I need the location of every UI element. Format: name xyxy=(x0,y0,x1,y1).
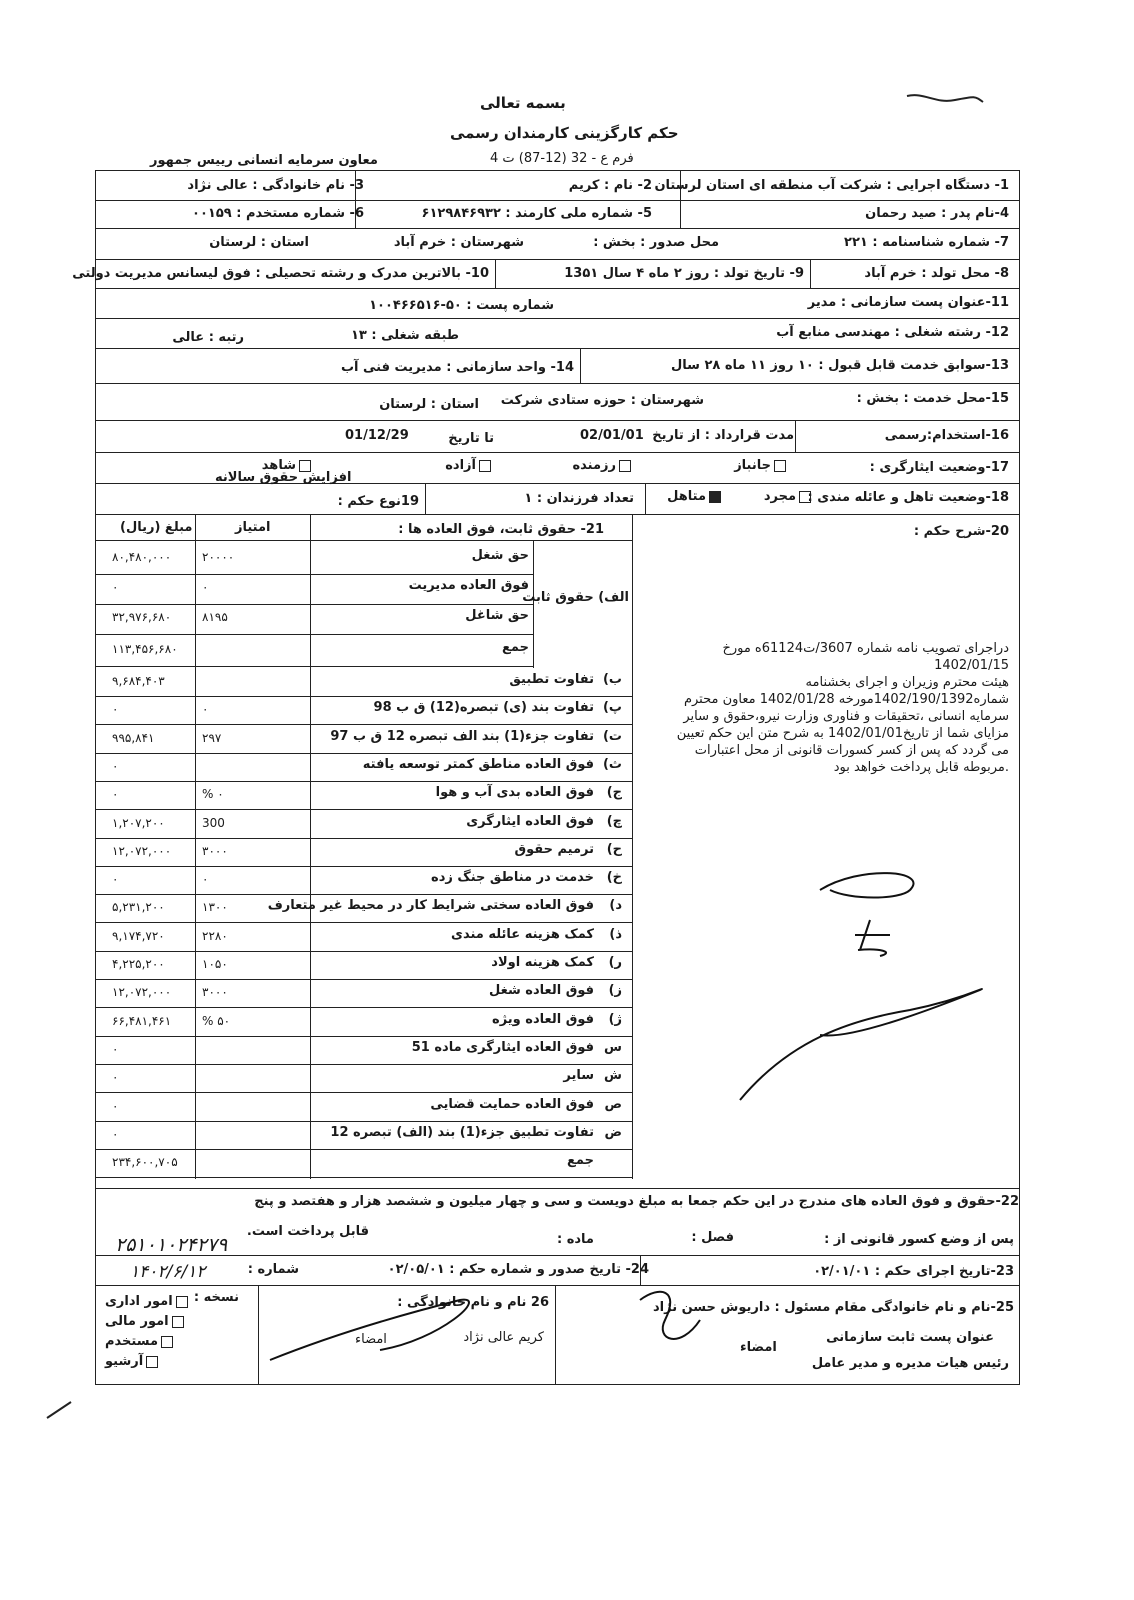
post-title-field: 11-عنوان پست سازمانی : مدیر xyxy=(807,295,1009,310)
row-amount: ۲۳۴,۶۰۰,۷۰۵ xyxy=(112,1155,178,1170)
row-amount: ۰ xyxy=(112,872,119,887)
total-amount-text: 22-حقوق و فوق العاده های مندرج در این حکم جمعا به مبلغ دویست و سی و چهار میلیون و ششصد هزار و هفتصد و پنج xyxy=(254,1194,1019,1209)
row-code: س xyxy=(604,1039,622,1055)
row-amount: ۱۲,۰۷۲,۰۰۰ xyxy=(112,843,172,858)
row-code: ث) xyxy=(602,756,622,772)
veteran-option-1: جانباز xyxy=(734,458,789,473)
post-number-field: شماره پست : ۵۰-۱۰۰۴۶۶۵۱۶ xyxy=(369,298,554,313)
fixed-salary-label: الف) حقوق ثابت xyxy=(522,590,629,605)
row-points: ۰ xyxy=(202,872,209,887)
copy-finance: امور مالی xyxy=(105,1314,187,1329)
row-label: فوق العاده حمایت قضایی xyxy=(430,1096,594,1112)
marital-option-married: متاهل xyxy=(667,489,724,504)
row-label: سایر xyxy=(563,1068,594,1084)
veteran-status-label: 17-وضعیت ایثارگری : xyxy=(869,460,1009,475)
contract-to-label: تا تاریخ xyxy=(448,431,494,446)
row-code: پ) xyxy=(602,700,622,716)
doc-title: حکم کارگزینی کارمندان رسمی xyxy=(450,124,679,142)
issue-province-field: استان : لرستان xyxy=(209,235,309,250)
margin-mark xyxy=(45,1400,75,1420)
fixed-row-amount: ۰ xyxy=(112,580,119,594)
order-type-handwritten: افزایش حقوق سالانه xyxy=(215,470,352,485)
birthplace-field: 8- محل تولد : خرم آباد xyxy=(864,266,1009,281)
row-code: خ) xyxy=(606,870,622,886)
row-label: تفاوت تطبیق جزء(1) بند (الف) تبصره 12 xyxy=(330,1124,594,1140)
issue-place-field: محل صدور : بخش : xyxy=(593,235,719,250)
org-name: معاون سرمایه انسانی رییس جمهور xyxy=(150,153,378,168)
issue-city-field: شهرستان : خرم آباد xyxy=(393,235,524,250)
row-code: ج) xyxy=(606,785,622,801)
last-name-field: 3- نام خانوادگی : عالی نژاد xyxy=(187,178,364,193)
order-type-label: 19نوع حکم : xyxy=(337,494,419,509)
row-points: ۱۳۰۰ xyxy=(202,900,228,915)
id-number-field: 7- شماره شناسنامه : ۲۲۱ xyxy=(844,235,1009,250)
deduction-label: پس از وضع کسور قانونی از : xyxy=(824,1232,1014,1247)
row-code: ذ) xyxy=(609,926,622,942)
row-label: جمع xyxy=(567,1153,594,1169)
marital-status-label: 18-وضعیت تاهل و عائله مندی : xyxy=(807,490,1009,505)
checkbox-icon[interactable] xyxy=(479,460,491,472)
checkbox-icon[interactable] xyxy=(161,1336,173,1348)
row-points: ۰ xyxy=(202,702,209,717)
fixed-row-points: ۲۰۰۰۰ xyxy=(202,550,235,564)
form-code: فرم ع - 32 (12-87) ت 4 xyxy=(490,151,634,166)
row-code: ح) xyxy=(606,841,622,857)
row-code: ت) xyxy=(602,728,622,744)
doc-heading: بسمه تعالی xyxy=(480,94,566,112)
row-code: ش xyxy=(604,1068,622,1084)
employee-no-field: 6- شماره مستخدم : ۰۰۱۵۹ xyxy=(192,206,364,221)
row-label: فوق العاده ایثارگری ماده 51 xyxy=(411,1039,594,1055)
row-amount: ۹۹۵,۸۴۱ xyxy=(112,730,155,745)
row-amount: ۰ xyxy=(112,1126,119,1141)
row-label: تفاوت تطبیق xyxy=(509,672,594,687)
row-points: 300 xyxy=(202,815,225,830)
row-label: ترمیم حقوق xyxy=(514,841,594,857)
corner-scribble xyxy=(905,90,985,110)
row-label: فوق العاده بدی آب و هوا xyxy=(435,785,594,801)
row-label: کمک هزینه اولاد xyxy=(491,955,594,970)
issue-date-field: 24- تاریخ صدور و شماره حکم : ۰۲/۰۵/۰۱ xyxy=(387,1262,649,1277)
row-code: چ) xyxy=(606,813,622,829)
fixed-row-label: فوق العاده مدیریت xyxy=(408,578,529,593)
row-amount: ۶۶,۴۸۱,۴۶۱ xyxy=(112,1013,172,1028)
handwritten-date: ۱۴۰۲/۶/۱۲ xyxy=(130,1262,206,1282)
veteran-option-4: شاهد xyxy=(262,458,314,473)
fixed-row-amount: ۳۲,۹۷۶,۶۸۰ xyxy=(112,610,172,624)
official-sign-label: امضاء xyxy=(740,1340,777,1355)
description-text: دراجرای تصویب نامه شماره 3607/ت61124ه مورخ 1402/01/15 هیئت محترم وزیران و اجرای بخشنامه شماره1402/190/1392مورخه 1402/01/28 معاون محترم سرمایه انسانی ،تحقیقات و فناوری وزارت نیرو،حقوق و سایر مزایای شما از تاریخ1402/01/01 به شرح متن این حکم تعیین می گردد که پس از کسر کسورات قانونی از محل اعتبارات .مربوطه قابل پرداخت خواهد بود xyxy=(676,641,1009,775)
marital-option-single: مجرد xyxy=(764,489,814,504)
signature-scribble-footer xyxy=(260,1280,720,1390)
row-code: ژ) xyxy=(608,1011,622,1027)
chapter-label: فصل : xyxy=(691,1230,734,1245)
row-amount: ۱۲,۰۷۲,۰۰۰ xyxy=(112,985,172,1000)
copy-employee: مستخدم xyxy=(105,1334,176,1349)
row-amount: ۰ xyxy=(112,1041,119,1056)
contract-label: مدت قرارداد : از تاریخ xyxy=(652,428,794,443)
row-label: تفاوت جزء(1) بند الف تبصره 12 ق ب 97 xyxy=(330,728,594,744)
rank-field: رتبه : عالی xyxy=(172,330,244,345)
birthdate-field: 9- تاریخ تولد : روز ۲ ماه ۴ سال 13۵۱ xyxy=(564,266,804,281)
row-label: فوق العاده سختی شرایط کار در محیط غیر متعارف xyxy=(267,898,594,914)
first-name-field: 2- نام : کریم xyxy=(568,178,652,193)
service-record-field: 13-سوابق خدمت قابل قبول : ۱۰ روز ۱۱ ماه ۲۸ سال xyxy=(671,358,1009,373)
row-label: فوق العاده ویژه xyxy=(492,1011,594,1027)
fixed-row-label: جمع xyxy=(502,640,529,655)
checkbox-icon[interactable] xyxy=(774,460,786,472)
row-label: تفاوت بند (ی) تبصره(12) ق ب 98 xyxy=(373,700,594,716)
row-amount: ۴,۲۲۵,۲۰۰ xyxy=(112,957,165,971)
service-city-field: شهرستان : حوزه ستادی شرکت xyxy=(500,393,704,408)
row-label: فوق العاده مناطق کمتر توسعه یافته xyxy=(362,756,594,772)
row-amount: ۵,۲۳۱,۲۰۰ xyxy=(112,900,165,915)
fixed-row-label: حق شغل xyxy=(471,548,529,563)
payable-label: قابل پرداخت است. xyxy=(246,1224,369,1239)
description-label: 20-شرح حکم : xyxy=(913,524,1009,539)
copy-admin: امور اداری xyxy=(105,1294,191,1309)
education-field: 10- بالاترین مدرک و رشته تحصیلی : فوق لیسانس مدیریت دولتی xyxy=(72,266,489,281)
execution-date-field: 23-تاریخ اجرای حکم : ۰۲/۰۱/۰۱ xyxy=(813,1264,1014,1279)
checked-box-icon[interactable] xyxy=(709,491,721,503)
copy-archive: آرشیو xyxy=(105,1354,161,1369)
row-label: فوق العاده ایثارگری xyxy=(466,813,594,829)
job-field: 12- رشته شغلی : مهندسی منابع آب xyxy=(776,325,1009,340)
checkbox-icon[interactable] xyxy=(176,1296,188,1308)
row-code: ز) xyxy=(608,983,622,999)
row-amount: ۱,۲۰۷,۲۰۰ xyxy=(112,815,165,830)
veteran-option-2: رزمنده xyxy=(572,458,634,473)
salary-table-title: 21- حقوق ثابت، فوق العاده ها : xyxy=(398,522,604,537)
employee-name: کریم عالی نژاد xyxy=(463,1330,544,1345)
row-amount: ۹,۶۸۴,۴۰۳ xyxy=(112,674,165,688)
row-code: ر) xyxy=(608,955,622,970)
official-name-field: 25-نام و نام خانوادگی مقام مسئول : داریوش حسن نژاد xyxy=(652,1300,1014,1315)
employee-name-label: 26 نام و نام خانوادگی : xyxy=(397,1295,549,1310)
org-unit-field: 14- واحد سازمانی : مدیریت فنی آب xyxy=(340,360,574,375)
children-count-field: تعداد فرزندان : ۱ xyxy=(524,491,634,506)
checkbox-icon[interactable] xyxy=(619,460,631,472)
checkbox-icon[interactable] xyxy=(172,1316,184,1328)
job-class-field: طبقه شغلی : ۱۳ xyxy=(350,328,459,343)
row-points: ۲۹۷ xyxy=(202,730,222,745)
col-amount-header: مبلغ (ریال) xyxy=(120,520,193,535)
row-label: کمک هزینه عائله مندی xyxy=(451,926,594,942)
employee-sign-label: امضاء xyxy=(355,1332,387,1347)
row-amount: ۰ xyxy=(112,787,119,802)
row-points: % ۰ xyxy=(202,787,224,802)
row-points: ۱۰۵۰ xyxy=(202,957,228,971)
order-number-label: شماره : xyxy=(247,1262,299,1277)
row-label: فوق العاده شغل xyxy=(489,983,594,999)
article-label: ماده : xyxy=(556,1232,594,1247)
row-code: ض xyxy=(604,1124,622,1140)
col-points-header: امتیاز xyxy=(235,520,271,535)
copies-label: نسخه : xyxy=(193,1290,239,1305)
contract-to-date: 01/12/29 xyxy=(345,428,409,443)
national-id-field: 5- شماره ملی کارمند : ۶۱۲۹۸۴۶۹۳۲ xyxy=(421,206,652,221)
row-code: ب) xyxy=(602,672,622,687)
fixed-row-amount: ۱۱۳,۴۵۶,۶۸۰ xyxy=(112,642,178,656)
row-amount: ۰ xyxy=(112,1070,119,1085)
row-points: ۳۰۰۰ xyxy=(202,843,228,858)
checkbox-icon[interactable] xyxy=(799,491,811,503)
row-points: % ۵۰ xyxy=(202,1013,231,1028)
official-post: رئیس هیات مدیره و مدیر عامل xyxy=(811,1356,1009,1371)
row-points: ۲۲۸۰ xyxy=(202,928,228,943)
agency-field: 1- دستگاه اجرایی : شرکت آب منطقه ای استان لرستان xyxy=(654,178,1009,193)
row-label: خدمت در مناطق جنگ زده xyxy=(431,870,594,886)
checkbox-icon[interactable] xyxy=(146,1356,158,1368)
fixed-row-amount: ۸۰,۴۸۰,۰۰۰ xyxy=(112,550,172,564)
signature-scribble xyxy=(730,860,1010,1120)
row-code: د) xyxy=(609,898,622,914)
row-amount: ۰ xyxy=(112,758,119,773)
fixed-row-points: ۸۱۹۵ xyxy=(202,610,228,624)
veteran-option-3: آزاده xyxy=(445,458,494,473)
employment-type-field: 16-استخدام:رسمی xyxy=(884,428,1009,443)
contract-from-date: 02/01/01 xyxy=(580,428,644,443)
row-amount: ۰ xyxy=(112,702,119,717)
service-place-field: 15-محل خدمت : بخش : xyxy=(856,391,1009,406)
row-amount: ۹,۱۷۴,۷۲۰ xyxy=(112,928,165,943)
fixed-row-points: ۰ xyxy=(202,580,209,594)
post-title-label: عنوان پست ثابت سازمانی xyxy=(826,1330,994,1345)
handwritten-number: ۲۵۱۰۱۰۲۴۲۷۹ xyxy=(115,1234,228,1256)
row-amount: ۰ xyxy=(112,1098,119,1113)
row-code: ص xyxy=(604,1096,622,1112)
service-province-field: استان : لرستان xyxy=(379,397,479,412)
father-name-field: 4-نام پدر : صید رحمان xyxy=(865,206,1009,221)
row-points: ۳۰۰۰ xyxy=(202,985,228,1000)
fixed-row-label: حق شاغل xyxy=(465,608,529,623)
